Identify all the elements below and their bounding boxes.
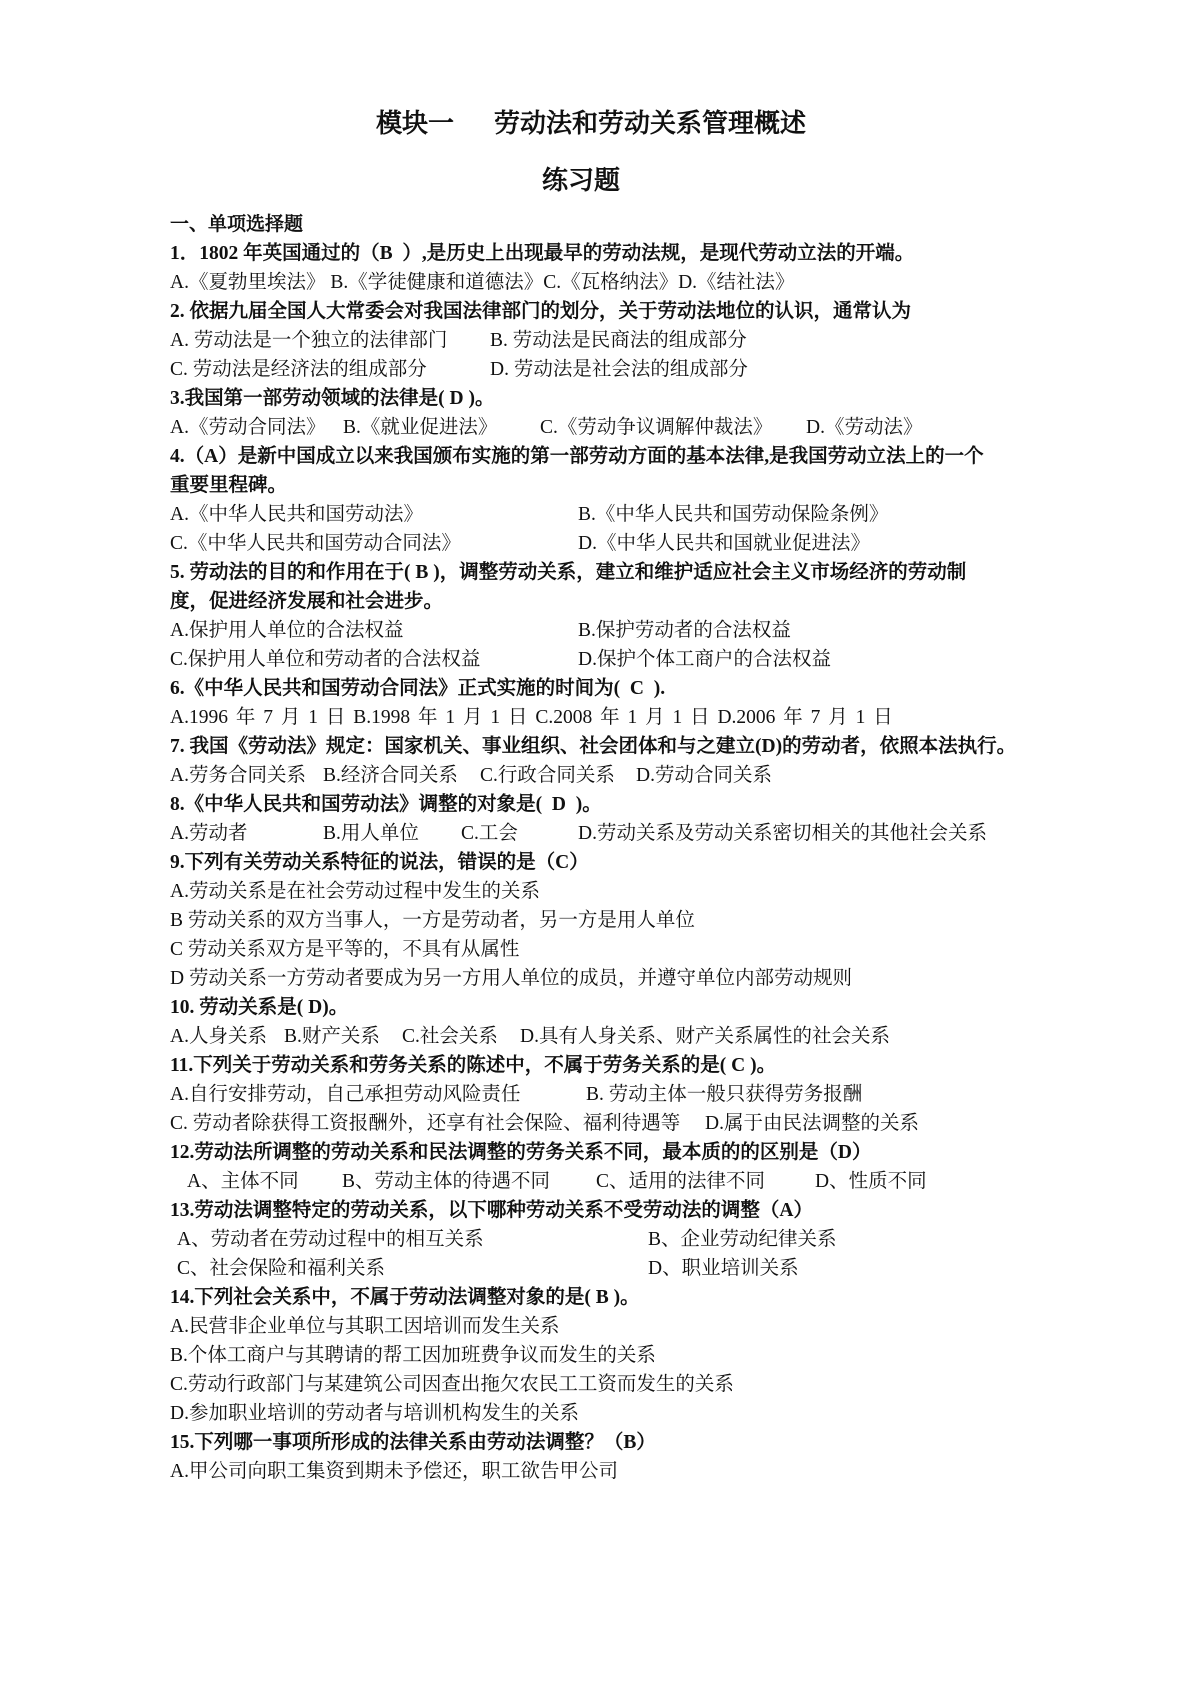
question-13-option-c: C、社会保险和福利关系 <box>177 1258 386 1279</box>
question-5-stem: 5. 劳动法的目的和作用在于( B )，调整劳动关系，建立和维护适应社会主义市场经济的劳动制 <box>170 562 967 583</box>
question-1-stem: 1．1802 年英国通过的（B ）,是历史上出现最早的劳动法规，是现代劳动立法的开端。 <box>170 243 915 264</box>
question-11-option-row <box>170 1080 1181 1109</box>
question-1-options <box>170 268 1181 297</box>
question-3-option-d: D.《劳动法》 <box>806 417 923 438</box>
question-10-stem: 10. 劳动关系是( D)。 <box>170 997 349 1018</box>
question-13-option-row <box>170 1254 1181 1283</box>
question-2-option-d: D. 劳动法是社会法的组成部分 <box>490 359 748 380</box>
question-5-option-d: D.保护个体工商户的合法权益 <box>578 649 831 670</box>
question-2-option-row <box>170 326 1181 355</box>
question-4-option-row <box>170 500 1181 529</box>
question-9-option-c: C 劳动关系双方是平等的，不具有从属性 <box>170 939 520 960</box>
section-heading: 一、单项选择题 <box>170 214 304 235</box>
question-9-option-d: D 劳动关系一方劳动者要成为另一方用人单位的成员，并遵守单位内部劳动规则 <box>170 968 852 989</box>
question-13-option-d: D、职业培训关系 <box>648 1258 799 1279</box>
question-14-option-a: A.民营非企业单位与其职工因培训而发生关系 <box>170 1316 560 1337</box>
question-6-options-text: A.1996 年 7 月 1 日 B.1998 年 1 月 1 日 C.2008 年 1 月 1 日 D.2006 年 7 月 1 日 <box>170 707 893 728</box>
question-5-option-row <box>170 616 1181 645</box>
question-12-option-d: D、性质不同 <box>815 1171 927 1192</box>
question-8-option-b: B.用人单位 <box>323 823 419 844</box>
question-2-option-a: A. 劳动法是一个独立的法律部门 <box>170 330 448 351</box>
question-4-option-row <box>170 529 1181 558</box>
question-13-option-a: A、劳动者在劳动过程中的相互关系 <box>177 1229 484 1250</box>
question-12-stem: 12.劳动法所调整的劳动关系和民法调整的劳务关系不同，最本质的的区别是（D） <box>170 1142 872 1163</box>
question-9-option-a: A.劳动关系是在社会劳动过程中发生的关系 <box>170 881 540 902</box>
question-15-option-a: A.甲公司向职工集资到期未予偿还，职工欲告甲公司 <box>170 1461 618 1482</box>
question-15-stem: 15.下列哪一事项所形成的法律关系由劳动法调整？（B） <box>170 1432 656 1453</box>
question-3-option-c: C.《劳动争议调解仲裁法》 <box>540 417 773 438</box>
question-4-stem-continued: 重要里程碑。 <box>170 475 288 496</box>
exercise-heading: 练习题 <box>542 166 621 195</box>
question-12-option-c: C、适用的法律不同 <box>596 1171 766 1192</box>
question-4-option-a: A.《中华人民共和国劳动法》 <box>170 504 423 525</box>
question-4-option-b: B.《中华人民共和国劳动保险条例》 <box>578 504 889 525</box>
question-10-option-b: B.财产关系 <box>284 1026 380 1047</box>
question-11-option-a: A.自行安排劳动，自己承担劳动风险责任 <box>170 1084 521 1105</box>
question-14-option-c: C.劳动行政部门与某建筑公司因查出拖欠农民工工资而发生的关系 <box>170 1374 734 1395</box>
module-topic: 劳动法和劳动关系管理概述 <box>494 109 807 138</box>
question-3-option-row <box>170 413 1181 442</box>
question-11-option-b: B. 劳动主体一般只获得劳务报酬 <box>586 1084 863 1105</box>
question-11-option-c: C. 劳动者除获得工资报酬外，还享有社会保险、福利待遇等 <box>170 1113 681 1134</box>
question-10-option-c: C.社会关系 <box>402 1026 498 1047</box>
question-9-stem: 9.下列有关劳动关系特征的说法，错误的是（C） <box>170 852 589 873</box>
question-11-option-row <box>170 1109 1181 1138</box>
question-10-option-row <box>170 1022 1181 1051</box>
question-5-option-c: C.保护用人单位和劳动者的合法权益 <box>170 649 481 670</box>
question-8-option-a: A.劳动者 <box>170 823 248 844</box>
question-7-option-row <box>170 761 1181 790</box>
question-9-option-b: B 劳动关系的双方当事人，一方是劳动者，另一方是用人单位 <box>170 910 695 931</box>
question-4-stem: 4.（A）是新中国成立以来我国颁布实施的第一部劳动方面的基本法律,是我国劳动立法上的一个 <box>170 446 984 467</box>
question-8-option-c: C.工会 <box>461 823 518 844</box>
question-7-option-d: D.劳动合同关系 <box>636 765 772 786</box>
question-6-options <box>170 703 1181 732</box>
question-11-option-d: D.属于由民法调整的关系 <box>705 1113 919 1134</box>
module-number: 模块一 <box>376 109 455 138</box>
question-3-stem: 3.我国第一部劳动领域的法律是( D )。 <box>170 388 495 409</box>
question-7-stem: 7. 我国《劳动法》规定：国家机关、事业组织、社会团体和与之建立(D)的劳动者，依照本法执行。 <box>170 736 1017 757</box>
question-13-option-b: B、企业劳动纪律关系 <box>648 1229 837 1250</box>
question-14-option-b: B.个体工商户与其聘请的帮工因加班费争议而发生的关系 <box>170 1345 656 1366</box>
question-2-option-b: B. 劳动法是民商法的组成部分 <box>490 330 747 351</box>
question-2-stem: 2. 依据九届全国人大常委会对我国法律部门的划分，关于劳动法地位的认识，通常认为 <box>170 301 912 322</box>
question-8-option-d: D.劳动关系及劳动关系密切相关的其他社会关系 <box>578 823 987 844</box>
question-11-stem: 11.下列关于劳动关系和劳务关系的陈述中，不属于劳务关系的是( C )。 <box>170 1055 777 1076</box>
question-8-option-row <box>170 819 1181 848</box>
question-4-option-d: D.《中华人民共和国就业促进法》 <box>578 533 870 554</box>
question-10-option-a: A.人身关系 <box>170 1026 267 1047</box>
question-3-option-b: B.《就业促进法》 <box>343 417 498 438</box>
question-2-option-c: C. 劳动法是经济法的组成部分 <box>170 359 427 380</box>
question-14-stem: 14.下列社会关系中，不属于劳动法调整对象的是( B )。 <box>170 1287 640 1308</box>
question-12-option-b: B、劳动主体的待遇不同 <box>342 1171 551 1192</box>
question-12-option-a: A、主体不同 <box>187 1171 299 1192</box>
question-7-option-b: B.经济合同关系 <box>323 765 458 786</box>
question-8-stem: 8.《中华人民共和国劳动法》调整的对象是( D )。 <box>170 794 602 815</box>
question-5-stem-continued: 度，促进经济发展和社会进步。 <box>170 591 444 612</box>
module-title <box>376 107 806 141</box>
question-5-option-row <box>170 645 1181 674</box>
question-3-option-a: A.《劳动合同法》 <box>170 417 326 438</box>
question-6-stem: 6.《中华人民共和国劳动合同法》正式实施的时间为( C ). <box>170 678 666 699</box>
question-5-option-a: A.保护用人单位的合法权益 <box>170 620 404 641</box>
question-12-option-row <box>170 1167 1181 1196</box>
question-5-option-b: B.保护劳动者的合法权益 <box>578 620 791 641</box>
question-14-option-d: D.参加职业培训的劳动者与培训机构发生的关系 <box>170 1403 579 1424</box>
question-13-option-row <box>170 1225 1181 1254</box>
question-10-option-d: D.具有人身关系、财产关系属性的社会关系 <box>520 1026 890 1047</box>
question-7-option-c: C.行政合同关系 <box>480 765 615 786</box>
question-list <box>170 210 1181 1486</box>
question-13-stem: 13.劳动法调整特定的劳动关系，以下哪种劳动关系不受劳动法的调整（A） <box>170 1200 813 1221</box>
question-1-options-text: A.《夏勃里埃法》 B.《学徒健康和道德法》C.《瓦格纳法》D.《结社法》 <box>170 272 795 293</box>
question-4-option-c: C.《中华人民共和国劳动合同法》 <box>170 533 461 554</box>
question-2-option-row <box>170 355 1181 384</box>
question-7-option-a: A.劳务合同关系 <box>170 765 306 786</box>
